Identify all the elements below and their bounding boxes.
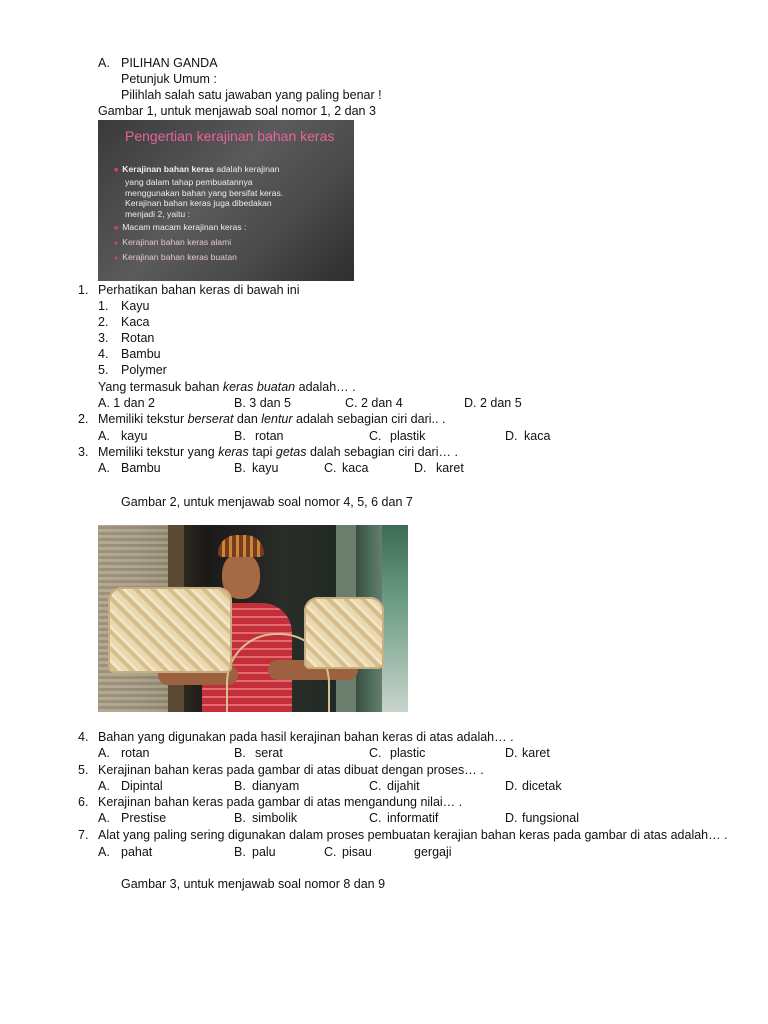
answer-option[interactable]: fungsional [522, 811, 579, 825]
option-letter: D. [505, 779, 518, 793]
slide-text: Macam macam kerajinan keras : [122, 221, 247, 232]
list-number: 1. [98, 299, 109, 313]
batik-hat [218, 535, 264, 557]
answer-option[interactable]: karet [436, 461, 464, 475]
option-letter: A. [98, 746, 110, 760]
q-text: Memiliki tekstur yang [98, 445, 219, 459]
question-ask [98, 380, 356, 395]
question-text: Kerajinan bahan keras pada gambar di atas dibuat dengan proses… . [98, 763, 484, 777]
q-text: dan [233, 412, 262, 426]
list-number: 5. [98, 363, 109, 377]
option-letter: A. [98, 845, 110, 859]
q-text: adalah sebagian ciri dari.. . [292, 412, 446, 426]
slide-body [114, 164, 349, 264]
option-letter: B. [234, 429, 246, 443]
list-number: 3. [98, 331, 109, 345]
answer-option[interactable]: palu [252, 845, 276, 859]
question-number: 4. [78, 730, 89, 744]
slide-line [114, 237, 349, 250]
answer-option[interactable]: dicetak [522, 779, 562, 793]
sub-bullet-icon: ● [114, 239, 119, 247]
slide-line [114, 164, 349, 177]
question-number: 7. [78, 828, 89, 842]
answer-option[interactable]: Bambu [121, 461, 161, 475]
figure2-photo [98, 525, 408, 712]
answer-option[interactable]: simbolik [252, 811, 298, 825]
list-item: Kayu [121, 299, 150, 313]
instruction-text: Pilihlah salah satu jawaban yang paling benar ! [121, 88, 382, 102]
question-text: Alat yang paling sering digunakan dalam proses pembuatan kerajian bahan keras pada gambar di atas adalah… . [98, 828, 728, 842]
instruction-label: Petunjuk Umum : [121, 72, 217, 86]
answer-option[interactable]: dijahit [387, 779, 420, 793]
answer-option[interactable]: dianyam [252, 779, 300, 793]
answer-option[interactable]: kayu [121, 429, 148, 443]
slide-title: Pengertian kerajinan bahan keras [125, 128, 335, 144]
option-letter: C. [324, 461, 337, 475]
question-text: Bahan yang digunakan pada hasil kerajinan bahan keras di atas adalah… . [98, 730, 514, 744]
option-letter: C. [369, 746, 382, 760]
slide-line: menjadi 2, yaitu : [125, 209, 190, 220]
background-foliage [382, 525, 408, 712]
q-text: tapi [248, 445, 276, 459]
question-text: Perhatikan bahan keras di bawah ini [98, 283, 300, 297]
list-item: Rotan [121, 331, 155, 345]
option-letter: D. [505, 811, 518, 825]
option-letter: C. [369, 779, 382, 793]
q-text: Memiliki tekstur [98, 412, 188, 426]
option-letter: B. [234, 746, 246, 760]
question-number: 5. [78, 763, 89, 777]
bullet-icon: ■ [114, 167, 119, 174]
option-letter: A. [98, 429, 110, 443]
slide-line: yang dalam tahap pembuatannya [125, 176, 253, 187]
option-letter: B. [234, 779, 246, 793]
q-emphasis: keras [218, 445, 249, 459]
option-letter: D. [505, 746, 518, 760]
sub-bullet-icon: ● [114, 254, 119, 262]
answer-option[interactable]: rotan [255, 429, 284, 443]
option-letter: A. [98, 461, 110, 475]
option-letter: D. [414, 461, 427, 475]
list-item: Polymer [121, 363, 167, 377]
list-item: Kaca [121, 315, 150, 329]
ask-emphasis: keras buatan [222, 380, 296, 394]
section-title: PILIHAN GANDA [121, 56, 218, 70]
list-number: 4. [98, 347, 109, 361]
option-letter: D. [505, 429, 518, 443]
question-number: 3. [78, 445, 89, 459]
woven-bag [304, 597, 384, 669]
slide-text: adalah kerajinan [216, 164, 280, 174]
slide-bold-term: Kerajinan bahan keras [122, 164, 214, 174]
slide-line [114, 252, 349, 265]
answer-option[interactable]: C. 2 dan 4 [345, 396, 403, 410]
figure3-caption: Gambar 3, untuk menjawab soal nomor 8 dan 9 [121, 877, 386, 891]
slide-text: Kerajinan bahan keras buatan [122, 251, 237, 262]
q-text: dalah sebagian ciri dari… . [306, 445, 458, 459]
question-text: Kerajinan bahan keras pada gambar di atas mengandung nilai… . [98, 795, 463, 809]
q-emphasis: getas [275, 445, 307, 459]
answer-option[interactable]: D. 2 dan 5 [464, 396, 522, 410]
answer-option[interactable]: kaca [524, 429, 551, 443]
question-text [98, 445, 458, 460]
figure1-caption: Gambar 1, untuk menjawab soal nomor 1, 2 dan 3 [98, 104, 376, 118]
option-letter: C. [324, 845, 337, 859]
answer-option[interactable]: Prestise [121, 811, 167, 825]
question-number: 6. [78, 795, 89, 809]
slide-line [114, 222, 349, 235]
section-marker: A. [98, 56, 110, 70]
option-letter: B. [234, 845, 246, 859]
slide-text: Kerajinan bahan keras alami [122, 236, 232, 247]
option-letter: C. [369, 811, 382, 825]
answer-option[interactable]: kayu [252, 461, 279, 475]
question-text [98, 412, 445, 427]
option-letter: A. [98, 811, 110, 825]
question-number: 1. [78, 283, 89, 297]
slide-line: Kerajinan bahan keras juga dibedakan [125, 198, 272, 209]
answer-option[interactable]: rotan [121, 746, 150, 760]
option-letter: C. [369, 429, 382, 443]
option-letter: B. [234, 461, 246, 475]
option-letter: B. [234, 811, 246, 825]
q-emphasis: berserat [187, 412, 234, 426]
answer-option[interactable]: pisau [342, 845, 372, 859]
slide-line: menggunakan bahan yang bersifat keras. [125, 187, 284, 198]
answer-option[interactable]: informatif [387, 811, 439, 825]
answer-option[interactable]: plastik [390, 429, 426, 443]
answer-option[interactable]: gergaji [414, 845, 452, 859]
option-letter: A. [98, 779, 110, 793]
answer-option[interactable]: B. 3 dan 5 [234, 396, 291, 410]
answer-option[interactable]: serat [255, 746, 283, 760]
list-item: Bambu [121, 347, 161, 361]
answer-option[interactable]: A. 1 dan 2 [98, 396, 155, 410]
q-emphasis: lentur [261, 412, 293, 426]
bullet-icon: ■ [114, 224, 119, 232]
figure2-caption: Gambar 2, untuk menjawab soal nomor 4, 5, 6 dan 7 [121, 495, 413, 509]
question-number: 2. [78, 412, 89, 426]
answer-option[interactable]: plastic [390, 746, 426, 760]
woven-bag [108, 587, 232, 673]
figure1-slide-image [98, 120, 354, 281]
answer-option[interactable]: karet [522, 746, 550, 760]
answer-option[interactable]: kaca [342, 461, 369, 475]
ask-text: adalah… . [295, 380, 356, 394]
answer-option[interactable]: Dipintal [121, 779, 163, 793]
ask-text: Yang termasuk bahan [98, 380, 223, 394]
answer-option[interactable]: pahat [121, 845, 153, 859]
list-number: 2. [98, 315, 109, 329]
